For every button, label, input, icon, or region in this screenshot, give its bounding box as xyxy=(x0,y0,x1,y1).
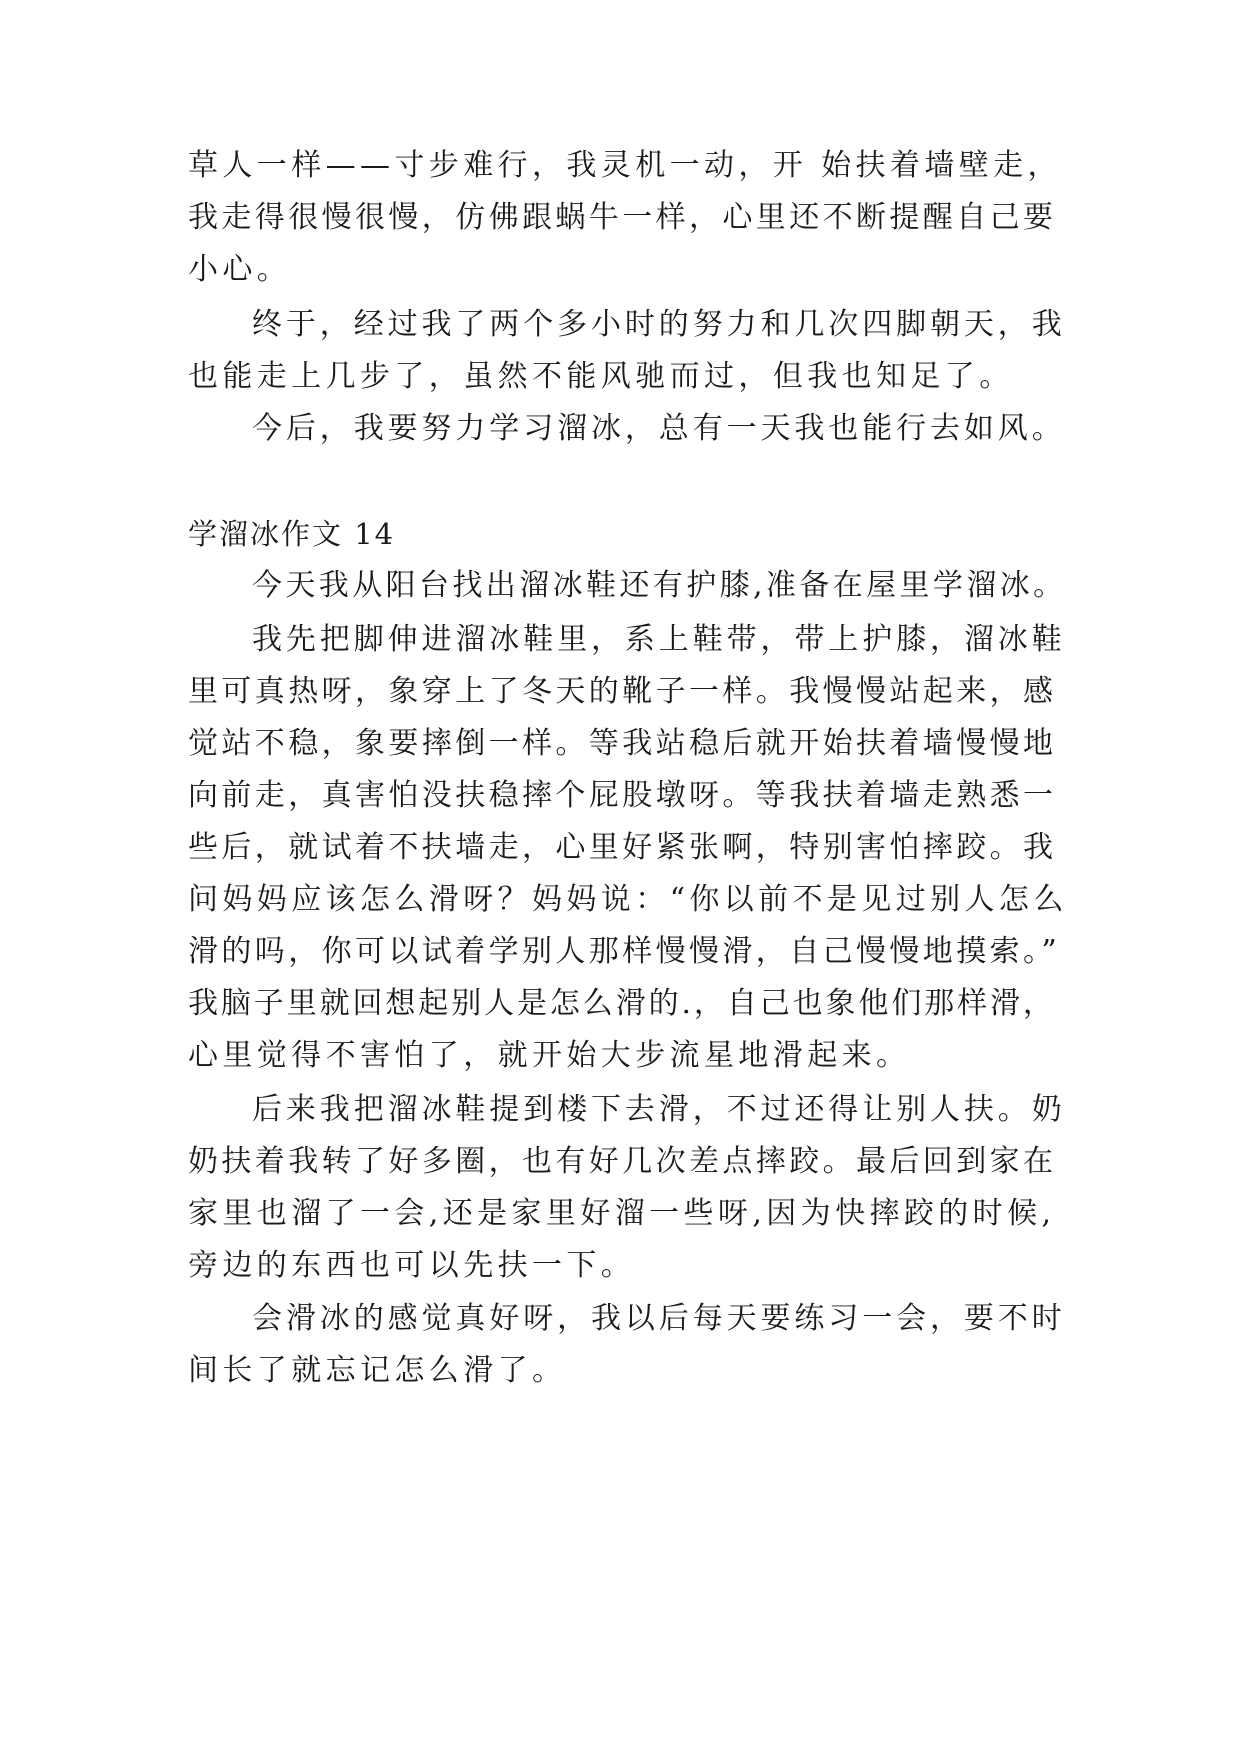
section-title: 学溜冰作文 14 xyxy=(188,517,396,551)
text-line: 心里觉得不害怕了，就开始大步流星地滑起来。 xyxy=(188,1038,911,1073)
text-line: 家里也溜了一会,还是家里好溜一些呀,因为快摔跤的时候, xyxy=(188,1196,1056,1231)
text-line: 问妈妈应该怎么滑呀？妈妈说：“你以前不是见过别人怎么 xyxy=(188,882,1068,917)
text-line: 终于，经过我了两个多小时的努力和几次四脚朝天，我 xyxy=(252,307,1066,342)
text-line: 今天我从阳台找出溜冰鞋还有护膝,准备在屋里学溜冰。 xyxy=(252,568,1067,603)
text-line: 旁边的东西也可以先扶一下。 xyxy=(188,1248,636,1283)
text-line: 觉站不稳，象要摔倒一样。等我站稳后就开始扶着墙慢慢地 xyxy=(188,726,1057,761)
text-line: 里可真热呀，象穿上了冬天的靴子一样。我慢慢站起来，感 xyxy=(188,674,1057,709)
text-line: 我走得很慢很慢，仿佛跟蜗牛一样，心里还不断提醒自己要 xyxy=(188,200,1057,235)
text-line: 后来我把溜冰鞋提到楼下去滑，不过还得让别人扶。奶 xyxy=(252,1092,1066,1127)
text-line: 些后，就试着不扶墙走，心里好紧张啊，特别害怕摔跤。我 xyxy=(188,830,1057,865)
text-line: 也能走上几步了，虽然不能风驰而过，但我也知足了。 xyxy=(188,359,1014,394)
text-line: 会滑冰的感觉真好呀，我以后每天要练习一会，要不时 xyxy=(252,1301,1066,1336)
text-line: 小心。 xyxy=(188,252,292,287)
text-line: 向前走，真害怕没扶稳摔个屁股墩呀。等我扶着墙走熟悉一 xyxy=(188,778,1057,813)
text-line: 今后，我要努力学习溜冰，总有一天我也能行去如风。 xyxy=(252,411,1066,446)
text-line: 间长了就忘记怎么滑了。 xyxy=(188,1353,567,1388)
text-line: 我先把脚伸进溜冰鞋里，系上鞋带，带上护膝，溜冰鞋 xyxy=(252,622,1066,657)
text-line: 草人一样——寸步难行，我灵机一动，开 始扶着墙壁走， xyxy=(188,148,1062,183)
text-line: 滑的吗，你可以试着学别人那样慢慢滑，自己慢慢地摸索。” xyxy=(188,934,1061,969)
text-line: 奶扶着我转了好多圈，也有好几次差点摔跤。最后回到家在 xyxy=(188,1144,1057,1179)
text-line: 我脑子里就回想起别人是怎么滑的.，自己也象他们那样滑， xyxy=(188,986,1056,1021)
